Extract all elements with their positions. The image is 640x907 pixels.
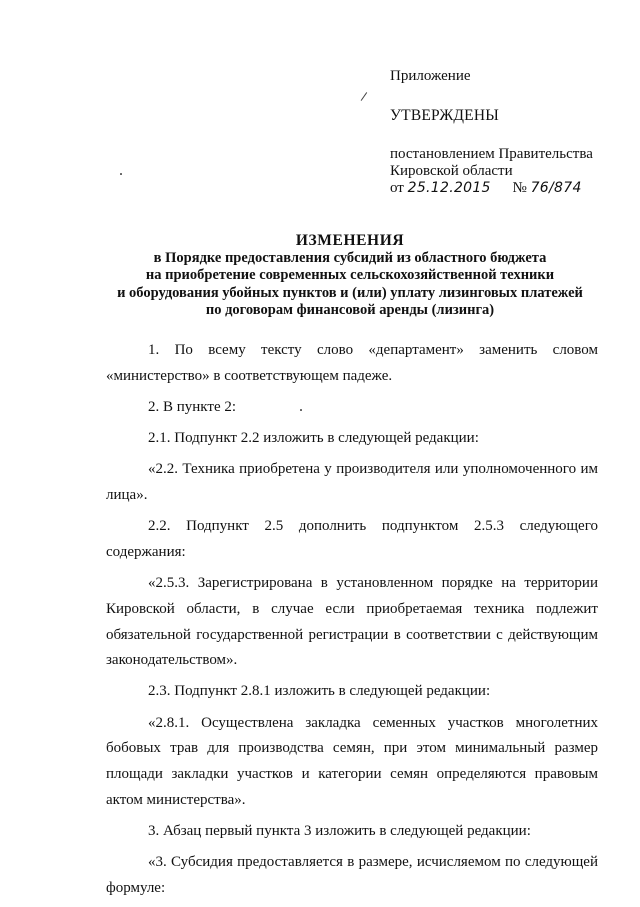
title-main: ИЗМЕНЕНИЯ: [295, 232, 405, 249]
paragraph: «2.8.1. Осуществлена закладка семенных участков многолетних бобовых трав для производства семян, при этом минимальный размер площади закладки участков и категории семян определяются правовым актом министерства».: [106, 714, 598, 808]
paragraph: 2.2. Подпункт 2.5 дополнить подпунктом 2.5.3 следующего содержания:: [106, 518, 598, 560]
title-line-4: по договорам финансовой аренды (лизинга): [205, 302, 495, 318]
paragraph: 2.3. Подпункт 2.8.1 изложить в следующей редакции:: [148, 683, 491, 700]
approved-by-line2: Кировской области: [390, 163, 513, 179]
title-line-1: в Порядке предоставления субсидий из областного бюджета: [153, 249, 547, 266]
pen-mark: [361, 92, 368, 101]
paragraph: 3. Абзац первый пункта 3 изложить в следующей редакции:: [148, 822, 531, 839]
title-line-2: на приобретение современных сельскохозяйственной техники: [145, 267, 555, 283]
document-body: [106, 338, 598, 907]
approved-by-line1: постановлением Правительства: [390, 146, 593, 162]
date-prefix: от: [390, 180, 404, 196]
date-value: 25.12.2015: [407, 180, 491, 196]
paragraph: 2.1. Подпункт 2.2 изложить в следующей редакции:: [148, 430, 479, 447]
number-value: 76/874: [530, 180, 582, 196]
title-line-3: и оборудования убойных пунктов и (или) уплату лизинговых платежей: [117, 284, 583, 301]
appendix-label: Приложение: [390, 68, 471, 84]
scan-speck: [120, 173, 122, 175]
paragraph: 2. В пункте 2:: [148, 398, 237, 415]
paragraph: «3. Субсидия предоставляется в размере, исчисляемом по следующей формуле:: [106, 854, 598, 896]
number-label: №: [512, 180, 527, 196]
approved-label: УТВЕРЖДЕНЫ: [390, 107, 499, 124]
paragraph: «2.2. Техника приобретена у производителя или уполномоченного им лица».: [106, 461, 598, 504]
date-number-row: [390, 180, 620, 197]
paragraph: 1. По всему тексту слово «департамент» заменить словом «министерство» в соответствующем падеже.: [106, 342, 598, 384]
approval-stamp: [390, 68, 620, 197]
document-title: [60, 232, 640, 320]
paragraph: «2.5.3. Зарегистрирована в установленном порядке на территории Кировской области, в случае если приобретаемая техника подлежит обязательной государственной регистрации в соответствии с действующим законодательством».: [106, 575, 598, 669]
